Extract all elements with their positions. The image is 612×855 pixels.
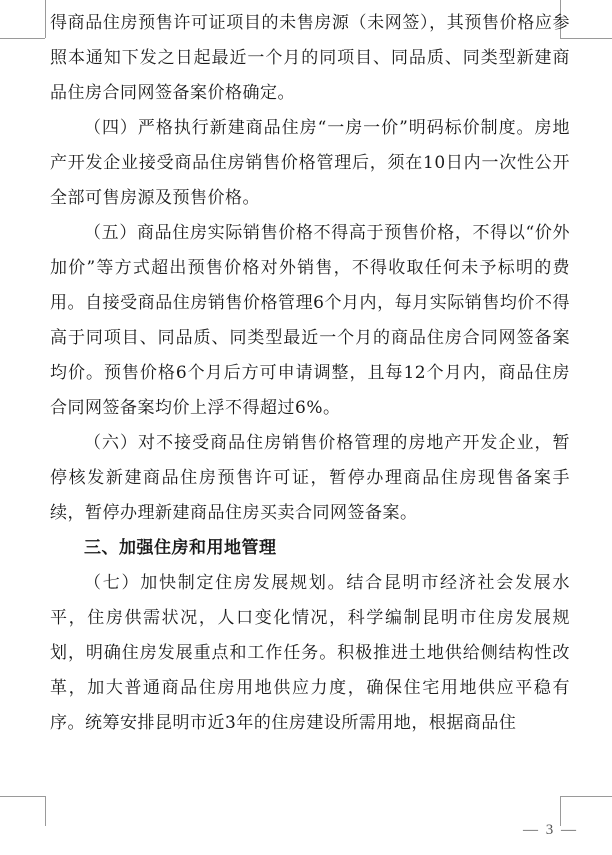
paragraph-item-4: （四）严格执行新建商品住房“一房一价”明码标价制度。房地产开发企业接受商品住房销售价格管理后，须在10日内一次性公开全部可售房源及预售价格。 (50, 118, 570, 208)
paragraph-continuation: 得商品住房预售许可证项目的未售房源（未网签），其预售价格应参照本通知下发之日起最近一个月的同项目、同品质、同类型新建商品住房合同网签备案价格确定。 (50, 13, 570, 103)
paragraph-item-6: （六）对不接受商品住房销售价格管理的房地产开发企业，暂停核发新建商品住房预售许可证，暂停办理商品住房现售备案手续，暂停办理新建商品住房买卖合同网签备案。 (50, 433, 570, 523)
document-body (50, 6, 570, 741)
crop-mark-bottom-left-horizontal (0, 796, 45, 798)
crop-mark-top-left-vertical (39, 0, 46, 38)
paragraph-item-5: （五）商品住房实际销售价格不得高于预售价格，不得以“价外加价”等方式超出预售价格对外销售，不得收取任何未予标明的费用。自接受商品住房销售价格管理6个月内，每月实际销售均价不得高于同项目、同品质、同类型最近一个月的商品住房合同网签备案均价。预售价格6个月后方可申请调整，且每12个月内，商品住房合同网签备案均价上浮不得超过6%。 (50, 223, 570, 418)
paragraph-item-7: （七）加快制定住房发展规划。结合昆明市经济社会发展水平，住房供需状况，人口变化情况，科学编制昆明市住房发展规划，明确住房发展重点和工作任务。积极推进土地供给侧结构性改革，加大普通商品住房用地供应力度，确保住宅用地供应平稳有序。统筹安排昆明市近3年的住房建设所需用地，根据商品住 (50, 573, 570, 733)
crop-mark-bottom-left-vertical (39, 796, 46, 826)
crop-mark-bottom-right-horizontal (560, 796, 612, 798)
page-number: — 3 — (523, 822, 578, 838)
section-heading: 三、加强住房和用地管理 (84, 538, 277, 558)
crop-mark-top-left-horizontal (0, 37, 45, 39)
